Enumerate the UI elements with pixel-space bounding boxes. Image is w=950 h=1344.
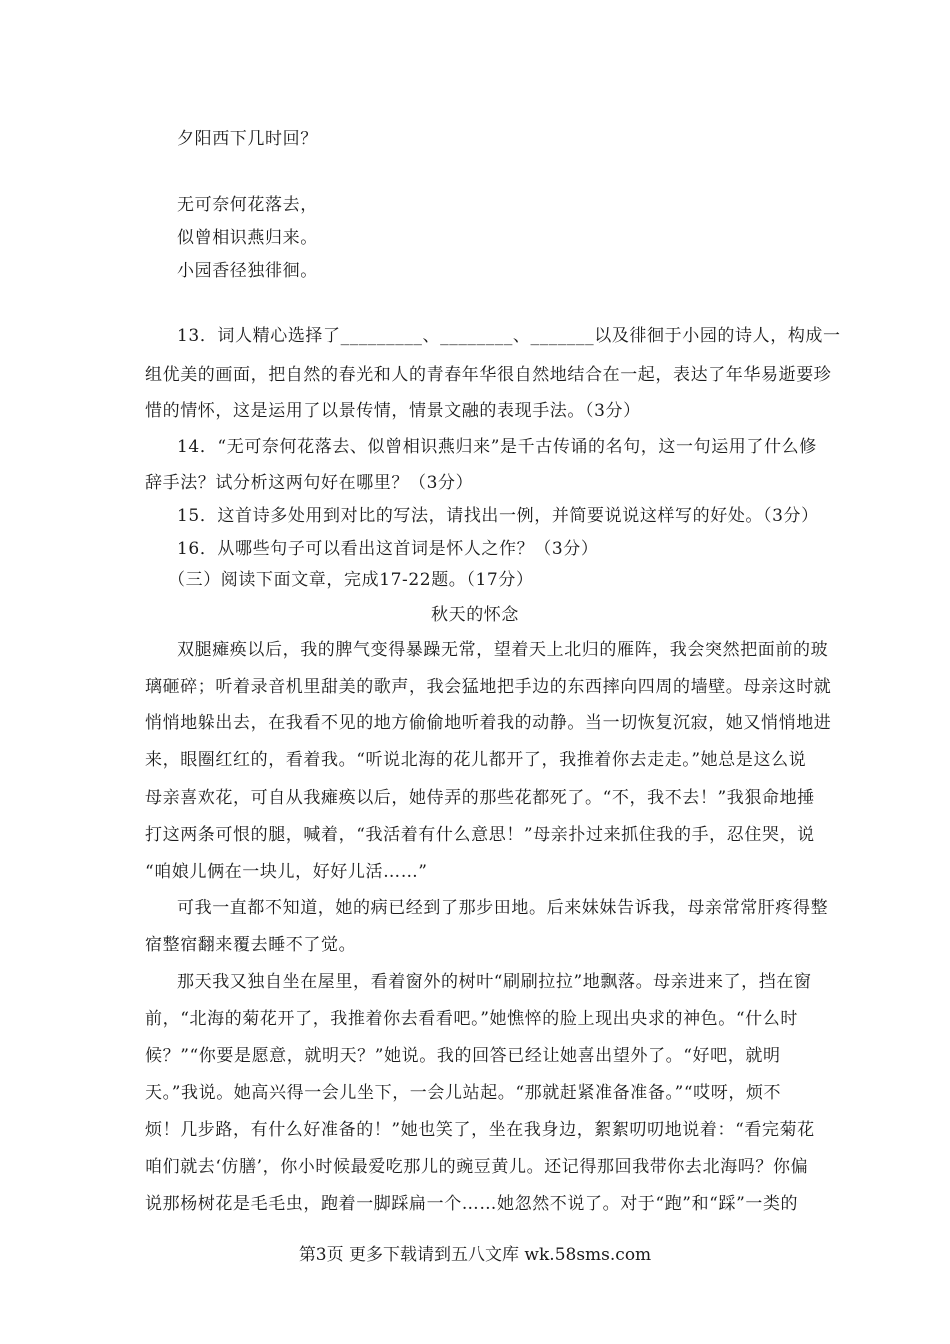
page-footer: 第3页 更多下载请到五八文库 wk.58sms.com: [298, 1245, 652, 1265]
question-14-line: 辞手法？试分析这两句好在哪里？（3分）: [145, 473, 474, 493]
article-title: 秋天的怀念: [431, 605, 519, 625]
article-paragraph-line: 宿整宿翻来覆去睡不了觉。: [145, 935, 357, 955]
article-paragraph-line: 烦！几步路，有什么好准备的！”她也笑了，坐在我身边，絮絮叨叨地说着：“看完菊花: [145, 1120, 815, 1140]
article-paragraph-line: “咱娘儿俩在一块儿，好好儿活……”: [145, 862, 428, 882]
article-paragraph-line: 双腿瘫痪以后，我的脾气变得暴躁无常，望着天上北归的雁阵，我会突然把面前的玻: [177, 640, 829, 660]
article-paragraph-line: 候？”“你要是愿意，就明天？”她说。我的回答已经让她喜出望外了。“好吧，就明: [145, 1046, 781, 1066]
question-13-line: 13．词人精心选择了_________、________、_______以及徘徊于小园的诗人，构成一: [177, 326, 841, 346]
question-14-line: 14．“无可奈何花落去、似曾相识燕归来”是千古传诵的名句，这一句运用了什么修: [177, 437, 817, 457]
article-paragraph-line: 可我一直都不知道，她的病已经到了那步田地。后来妹妹告诉我，母亲常常肝疼得整: [177, 898, 829, 918]
article-paragraph-line: 打这两条可恨的腿，喊着，“我活着有什么意思！”母亲扑过来抓住我的手，忍住哭，说: [145, 825, 815, 845]
section-heading: （三）阅读下面文章，完成17-22题。（17分）: [168, 570, 534, 590]
question-16: 16．从哪些句子可以看出这首词是怀人之作？（3分）: [177, 539, 599, 559]
article-paragraph-line: 那天我又独自坐在屋里，看着窗外的树叶“刷刷拉拉”地飘落。母亲进来了，挡在窗: [177, 972, 812, 992]
article-paragraph-line: 说那杨树花是毛毛虫，跑着一脚踩扁一个……她忽然不说了。对于“跑”和“踩”一类的: [145, 1194, 799, 1214]
poem-line: 小园香径独徘徊。: [177, 261, 318, 281]
poem-line: 似曾相识燕归来。: [177, 228, 318, 248]
article-paragraph-line: 前，“北海的菊花开了，我推着你去看看吧。”她憔悴的脸上现出央求的神色。“什么时: [145, 1009, 798, 1029]
article-paragraph-line: 来，眼圈红红的，看着我。“听说北海的花儿都开了，我推着你去走走。”她总是这么说: [145, 750, 807, 770]
question-15: 15．这首诗多处用到对比的写法，请找出一例，并简要说说这样写的好处。（3分）: [177, 506, 819, 526]
article-paragraph-line: 天。”我说。她高兴得一会儿坐下，一会儿站起。“那就赶紧准备准备。”“哎呀，烦不: [145, 1083, 782, 1103]
article-paragraph-line: 母亲喜欢花，可自从我瘫痪以后，她侍弄的那些花都死了。“不，我不去！”我狠命地捶: [145, 788, 815, 808]
poem-line: 无可奈何花落去，: [177, 195, 318, 215]
article-paragraph-line: 咱们就去‘仿膳’，你小时候最爱吃那儿的豌豆黄儿。还记得那回我带你去北海吗？你偏: [145, 1157, 809, 1177]
question-13-line: 组优美的画面，把自然的春光和人的青春年华很自然地结合在一起，表达了年华易逝要珍: [145, 365, 832, 385]
article-paragraph-line: 璃砸碎；听着录音机里甜美的歌声，我会猛地把手边的东西摔向四周的墙壁。母亲这时就: [145, 677, 832, 697]
question-13-line: 惜的情怀，这是运用了以景传情，情景文融的表现手法。（3分）: [145, 401, 641, 421]
article-paragraph-line: 悄悄地躲出去，在我看不见的地方偷偷地听着我的动静。当一切恢复沉寂，她又悄悄地进: [145, 713, 832, 733]
poem-line: 夕阳西下几时回？: [177, 129, 318, 149]
